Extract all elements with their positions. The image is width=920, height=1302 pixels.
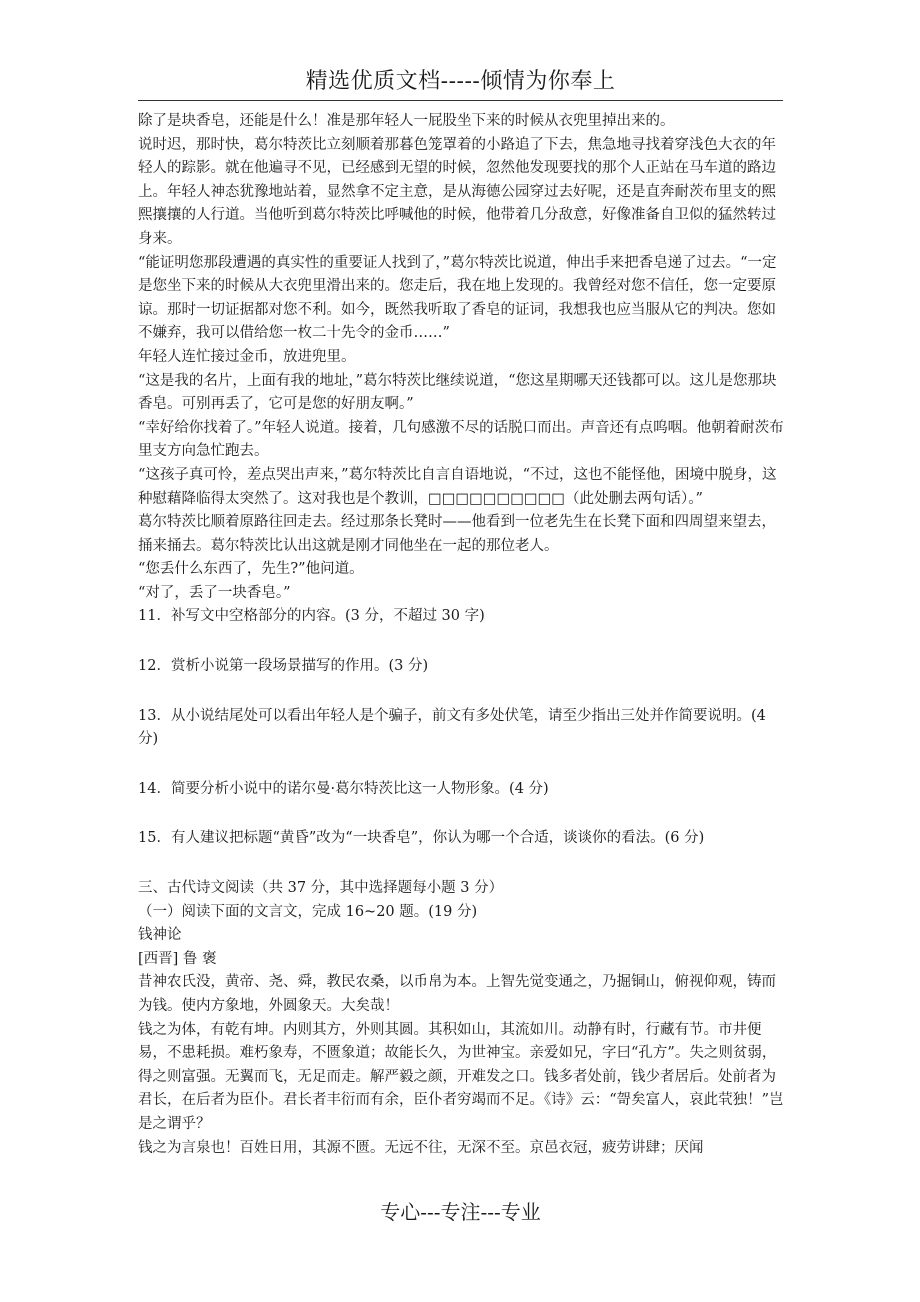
story-paragraph: “这孩子真可怜，差点哭出声来，”葛尔特茨比自言自语地说，“不过，这也不能怪他，困境中脱身，这种慰藉降临得太突然了。这对我也是个教训，□□□□□□□□□□（此处删去两句话）。”: [138, 466, 777, 507]
classical-text-title: 钱神论: [138, 927, 182, 944]
story-paragraph: “对了，丢了一块香皂。”: [138, 584, 291, 601]
answer-space: [138, 801, 788, 827]
question-13: 13．从小说结尾处可以看出年轻人是个骗子，前文有多处伏笔，请至少指出三处并作简要说明。(4 分): [138, 707, 766, 748]
classical-paragraph: 钱之为体，有乾有坤。内则其方，外则其圆。其积如山，其流如川。动静有时，行藏有节。市井便易，不患耗损。难朽象寿，不匮象道；故能长久，为世神宝。亲爱如兄，字曰“孔方”。失之则贫弱，得之则富强。无翼而飞，无足而走。解严毅之颜，开难发之口。钱多者处前，钱少者居后。处前者为君长，在后者为臣仆。君长者丰衍而有余，臣仆者穷竭而不足。《诗》云：“哿矣富人，哀此茕独！”岂是之谓乎？: [138, 1021, 784, 1132]
answer-space: [138, 851, 788, 877]
page-header: 精选优质文档-----倾情为你奉上: [305, 69, 616, 94]
section-heading: 三、古代诗文阅读（共 37 分，其中选择题每小题 3 分）: [138, 880, 504, 897]
question-12: 12．赏析小说第一段场景描写的作用。(3 分): [138, 658, 429, 675]
story-paragraph: 除了是块香皂，还能是什么！准是那年轻人一屁股坐下来的时候从衣兜里掉出来的。: [138, 113, 675, 129]
question-15: 15．有人建议把标题“黄昏”改为“一块香皂”，你认为哪一个合适，谈谈你的看法。(6 分): [138, 830, 705, 847]
question-11: 11．补写文中空格部分的内容。(3 分，不超过 30 字): [138, 608, 485, 625]
classical-paragraph: 钱之为言泉也！百姓日用，其源不匮。无远不往，无深不至。京邑衣冠，疲劳讲肆；厌闻: [138, 1139, 704, 1156]
answer-space: [138, 752, 788, 778]
section-subheading: （一）阅读下面的文言文，完成 16~20 题。(19 分): [138, 903, 478, 920]
classical-text-author: [西晋] 鲁 褒: [138, 950, 217, 967]
story-paragraph: “能证明您那段遭遇的真实性的重要证人找到了，”葛尔特茨比说道，伸出手来把香皂递了过去。“一定是您坐下来的时候从大衣兜里滑出来的。您走后，我在地上发现的。我曾经对您不信任，您一定要原谅。那时一切证据都对您不利。如今，既然我听取了香皂的证词，我想我也应当服从它的判决。您如不嫌弃，我可以借给您一枚二十先令的金币……”: [138, 254, 777, 342]
header-divider: [138, 100, 783, 101]
question-14: 14．简要分析小说中的诺尔曼·葛尔特茨比这一人物形象。(4 分): [138, 780, 549, 797]
story-paragraph: “您丢什么东西了，先生?”他问道。: [138, 561, 364, 578]
story-paragraph: “这是我的名片，上面有我的地址，”葛尔特茨比继续说道，“您这星期哪天还钱都可以。这儿是您那块香皂。可别再丢了，它可是您的好朋友啊。”: [138, 372, 777, 413]
document-body: [138, 110, 788, 1160]
story-paragraph: 说时迟，那时快，葛尔特茨比立刻顺着那暮色笼罩着的小路追了下去，焦急地寻找着穿浅色大衣的年轻人的踪影。就在他遍寻不见，已经感到无望的时候，忽然他发现要找的那个人正站在马车道的路边上。年轻人神态犹豫地站着，显然拿不定主意，是从海德公园穿过去好呢，还是直奔耐茨布里支的熙熙攘攘的人行道。当他听到葛尔特茨比呼喊他的时候，他带着几分敌意，好像准备自卫似的猛然转过身来。: [138, 136, 776, 247]
answer-space: [138, 629, 788, 655]
answer-space: [138, 679, 788, 705]
story-paragraph: 年轻人连忙接过金币，放进兜里。: [138, 348, 356, 365]
classical-paragraph: 昔神农氏没，黄帝、尧、舜，教民农桑，以币帛为本。上智先觉变通之，乃掘铜山，俯视仰观，铸而为钱。使内方象地，外圆象天。大矣哉！: [138, 974, 776, 1014]
page-footer: 专心---专注---专业: [380, 1200, 541, 1224]
story-paragraph: 葛尔特茨比顺着原路往回走去。经过那条长凳时——他看到一位老先生在长凳下面和四周望来望去，捅来捅去。葛尔特茨比认出这就是刚才同他坐在一起的那位老人。: [138, 514, 776, 554]
story-paragraph: “幸好给你找着了。”年轻人说道。接着，几句感激不尽的话脱口而出。声音还有点呜咽。他朝着耐茨布里支方向急忙跑去。: [138, 419, 784, 460]
